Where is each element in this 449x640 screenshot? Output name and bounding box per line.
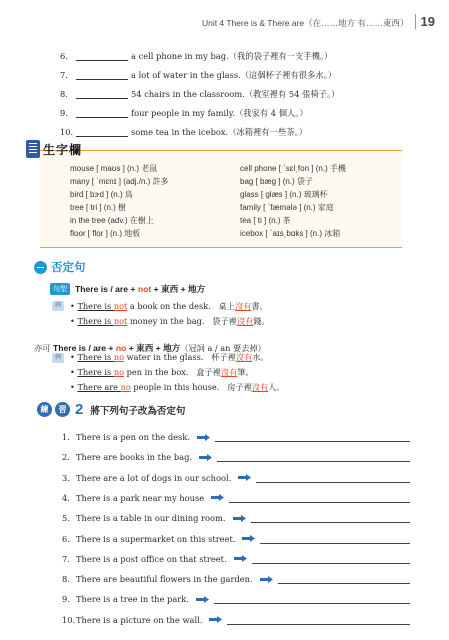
answer-line[interactable] xyxy=(256,481,410,483)
sentence-text: There is a tree in the park. xyxy=(76,594,189,605)
answer-line[interactable] xyxy=(215,440,410,442)
practice-bubble: 練 xyxy=(37,402,52,417)
example-sentence: • There is no pen in the box. 盒子裡沒有筆。 xyxy=(70,367,254,377)
question-number: 2. xyxy=(62,452,70,463)
page-header xyxy=(202,14,435,29)
question-number: 1. xyxy=(62,432,70,442)
example-sentence: • There is not a book on the desk. 桌上沒有書。 xyxy=(70,301,268,311)
question-number: 10. xyxy=(62,614,76,625)
vocabulary-heading xyxy=(26,140,82,158)
alternative-pattern: 亦可 There is / are + no + 東西 + 地方（冠詞 a / an 要去掉） xyxy=(34,343,266,353)
practice-item xyxy=(62,432,190,442)
vocab-word: tree [ tri ] (n.) 樹 xyxy=(70,203,127,212)
practice-heading xyxy=(37,401,185,418)
example-icon: 例 xyxy=(52,353,64,363)
arrow-right-icon xyxy=(242,535,255,542)
sentence-text: 54 chairs in the classroom.（教室裡有 54 張椅子。） xyxy=(131,89,340,99)
pattern-tag: 句型 xyxy=(50,283,70,295)
sentence-text: There is a post office on that street. xyxy=(76,553,227,564)
arrow-right-icon xyxy=(199,454,212,461)
vocab-word: floor [ flor ] (n.) 地板 xyxy=(70,229,141,238)
sentence-text: There are a lot of dogs in our school. xyxy=(76,472,232,483)
example-sentence: • There is no water in the glass. 杯子裡沒有水。 xyxy=(70,352,269,362)
section-heading xyxy=(34,259,86,275)
practice-item xyxy=(62,493,204,503)
sentence-text: There is a park near my house xyxy=(76,492,205,503)
question-number: 6. xyxy=(60,51,68,61)
answer-line[interactable] xyxy=(278,582,410,584)
answer-line[interactable] xyxy=(229,501,410,503)
practice-item xyxy=(62,473,231,483)
question-number: 3. xyxy=(62,472,70,483)
answer-blank[interactable] xyxy=(76,108,128,118)
question-number: 9. xyxy=(62,594,70,605)
practice-bubble: 習 xyxy=(55,402,70,417)
vocab-word: many [ ˋmɛnɪ ] (adj./n.) 許多 xyxy=(70,177,169,186)
arrow-right-icon xyxy=(238,474,251,481)
vocab-word: cell phone [ ˋsɛl͵fon ] (n.) 手機 xyxy=(240,164,346,173)
sentence-text: a cell phone in my bag.（我的袋子裡有一支手機。） xyxy=(131,51,333,61)
question-number: 7. xyxy=(60,70,68,80)
question-number: 6. xyxy=(62,533,70,544)
example-icon: 例 xyxy=(52,301,64,311)
fill-sentence xyxy=(60,107,308,119)
unit-title: Unit 4 There is & There are（在……地方 有……東西） xyxy=(201,18,409,28)
sentence-text: some tea in the icebox.（冰箱裡有一些茶。） xyxy=(131,127,308,137)
practice-item xyxy=(62,574,253,584)
sentence-text: There are books in the bag. xyxy=(76,452,193,463)
practice-item xyxy=(62,452,192,462)
answer-line[interactable] xyxy=(260,542,410,544)
vocab-word: tea [ ti ] (n.) 茶 xyxy=(240,216,291,225)
sentence-text: There is a pen on the desk. xyxy=(76,432,190,442)
vocab-word: family [ ˋfæmələ ] (n.) 家庭 xyxy=(240,203,334,212)
arrow-right-icon xyxy=(197,434,210,441)
vocab-word: glass [ glæs ] (n.) 玻璃杯 xyxy=(240,190,328,199)
question-number: 8. xyxy=(62,574,70,585)
answer-line[interactable] xyxy=(251,521,410,523)
arrow-right-icon xyxy=(196,596,209,603)
practice-item xyxy=(62,615,202,625)
sentence-text: a lot of water in the glass.（這個杯子裡有很多水。） xyxy=(131,70,337,80)
sentence-pattern xyxy=(50,283,205,295)
practice-item xyxy=(62,534,235,544)
minus-circle-icon xyxy=(34,261,47,274)
practice-title: 將下列句子改為否定句 xyxy=(90,405,186,417)
arrow-right-icon xyxy=(233,515,246,522)
example-sentence: • There are no people in this house. 房子裡沒有人。 xyxy=(70,382,285,392)
answer-blank[interactable] xyxy=(76,51,128,61)
sentence-text: There are beautiful flowers in the garden. xyxy=(76,574,253,585)
answer-line[interactable] xyxy=(227,623,410,625)
answer-blank[interactable] xyxy=(76,127,128,137)
arrow-right-icon xyxy=(209,616,222,623)
example-sentence: • There is not money in the bag. 袋子裡沒有錢。 xyxy=(70,316,270,326)
fill-sentence xyxy=(60,69,336,81)
arrow-right-icon xyxy=(234,555,247,562)
arrow-right-icon xyxy=(211,494,224,501)
answer-line[interactable] xyxy=(252,562,410,564)
notebook-icon xyxy=(26,140,40,158)
question-number: 8. xyxy=(60,89,68,99)
question-number: 9. xyxy=(60,108,68,118)
practice-item xyxy=(62,554,227,564)
vocab-word: bird [ bɝd ] (n.) 鳥 xyxy=(70,190,133,199)
vocab-word: in the tree (adv.) 在樹上 xyxy=(70,216,154,225)
answer-line[interactable] xyxy=(214,602,410,604)
sentence-text: There is a table in our dining room. xyxy=(76,513,226,524)
fill-sentence xyxy=(60,126,307,138)
vocabulary-label: 生字欄 xyxy=(43,142,83,157)
section-title: 否定句 xyxy=(51,260,86,274)
practice-item xyxy=(62,594,189,604)
question-number: 5. xyxy=(62,513,70,524)
arrow-right-icon xyxy=(260,576,273,583)
practice-number: 2 xyxy=(75,401,84,418)
sentence-text: four people in my family.（我家有 4 個人。） xyxy=(131,108,308,118)
fill-sentence xyxy=(60,50,332,62)
fill-sentence xyxy=(60,88,339,100)
vocab-word: bag [ bæg ] (n.) 袋子 xyxy=(240,177,313,186)
question-number: 10. xyxy=(60,127,74,137)
page-number: 19 xyxy=(415,14,435,29)
question-number: 4. xyxy=(62,492,70,503)
vocab-word: mouse [ maʊs ] (n.) 老鼠 xyxy=(70,164,158,173)
question-number: 7. xyxy=(62,553,70,564)
answer-blank[interactable] xyxy=(76,89,128,99)
sentence-text: There is a supermarket on this street. xyxy=(76,533,236,544)
pattern-text: There is / are + not + 東西 + 地方 xyxy=(75,284,206,294)
sentence-text: There is a picture on the wall. xyxy=(76,614,203,625)
answer-blank[interactable] xyxy=(76,70,128,80)
vocab-word: icebox [ ˋaɪs͵bɑks ] (n.) 冰箱 xyxy=(240,229,341,238)
answer-line[interactable] xyxy=(217,460,410,462)
practice-item xyxy=(62,513,226,523)
